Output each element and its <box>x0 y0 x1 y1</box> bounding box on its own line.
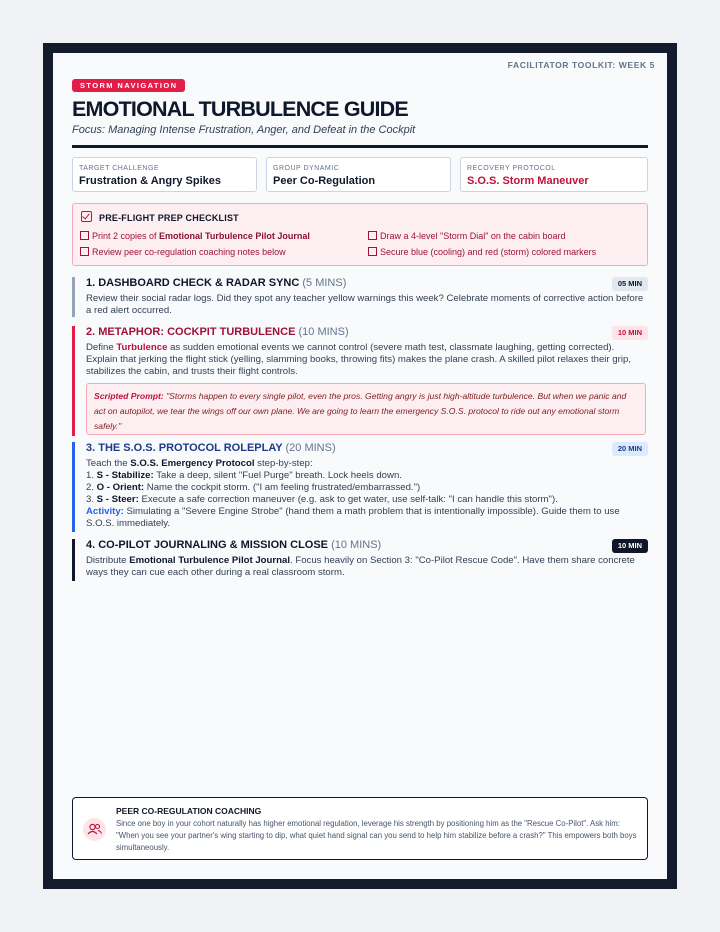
coaching-text: Since one boy in your cohort naturally has higher emotional regulation, leverage his strength by positioning him as the "Rescue Co-Pilot". Ask him: "When you see your partner's wing starting to dip, what quiet hand signal can you send to help him stabilize before a crash?" This empowers both boys simultaneously. <box>116 819 637 852</box>
duration-badge: 10 MIN <box>612 326 648 340</box>
protocol-intro: Teach the S.O.S. Emergency Protocol step-by-step: <box>86 458 313 469</box>
card-target-challenge <box>72 157 257 192</box>
card-value: Peer Co-Regulation <box>273 175 376 187</box>
protocol-step: 2. O - Orient: Name the cockpit storm. ("I am feeling frustrated/embarrassed.") <box>86 482 421 494</box>
users-icon <box>83 818 106 841</box>
section-accent-bar <box>72 277 75 317</box>
page-title: EMOTIONAL TURBULENCE GUIDE <box>72 97 408 121</box>
title-rule <box>72 145 648 148</box>
section-body: Define Turbulence as sudden emotional events we cannot control (severe math test, classmate laughing, getting corrected). Explain that jerking the flight stick (yelling, slamming books, throwing fits) makes the plane crash. A skilled pilot relaxes their grip, stabilizes the cabin, and trusts their flight controls. <box>86 342 631 378</box>
protocol-step: 1. S - Stabilize: Take a deep, silent "Fuel Purge" breath. Lock heels down. <box>86 470 402 482</box>
scripted-prompt: Scripted Prompt: "Storms happen to every single pilot, even the pros. Getting angry is just high-altitude turbulence. But when we panic and act on autopilot, we tear the wings off our own plane. We are going to learn the emergency S.O.S. protocol to ride out any emotional storm safely." <box>86 383 646 435</box>
card-recovery-protocol <box>460 157 648 192</box>
document-page <box>53 53 667 879</box>
section-heading: 3. THE S.O.S. PROTOCOL ROLEPLAY (20 MINS) <box>86 442 336 454</box>
card-value: S.O.S. Storm Maneuver <box>467 175 589 187</box>
empty-checkbox-icon <box>368 231 377 240</box>
section-sos-roleplay <box>72 442 648 532</box>
checkbox-icon <box>81 211 92 222</box>
prep-checklist <box>72 203 648 266</box>
section-body: Distribute Emotional Turbulence Pilot Journal. Focus heavily on Section 3: "Co-Pilot Rescue Code". Have them share concrete ways they can cue each other during a real classroom storm. <box>86 555 635 579</box>
section-dashboard-check <box>72 277 648 317</box>
section-body <box>86 458 644 531</box>
duration-badge: 05 MIN <box>612 277 648 291</box>
empty-checkbox-icon <box>368 247 377 256</box>
empty-checkbox-icon <box>80 231 89 240</box>
empty-checkbox-icon <box>80 247 89 256</box>
card-label: GROUP DYNAMIC <box>273 165 340 172</box>
checklist-item: Print 2 copies of Emotional Turbulence Pilot Journal <box>80 231 310 241</box>
section-metaphor <box>72 326 648 436</box>
page-subtitle: Focus: Managing Intense Frustration, Anger, and Defeat in the Cockpit <box>72 124 416 136</box>
section-accent-bar <box>72 539 75 581</box>
section-heading: 1. DASHBOARD CHECK & RADAR SYNC (5 MINS) <box>86 277 347 289</box>
activity-line: Activity: Simulating a "Severe Engine Strobe" (hand them a math problem that is intentionally impossible). Guide them to use S.O.S. immediately. <box>86 506 620 530</box>
coaching-callout <box>72 797 648 860</box>
checklist-item: Secure blue (cooling) and red (storm) colored markers <box>368 247 596 257</box>
toolkit-kicker: FACILITATOR TOOLKIT: WEEK 5 <box>507 60 655 70</box>
checklist-item: Draw a 4-level "Storm Dial" on the cabin board <box>368 231 565 241</box>
duration-badge: 10 MIN <box>612 539 648 553</box>
checklist-item: Review peer co-regulation coaching notes below <box>80 247 286 257</box>
card-value: Frustration & Angry Spikes <box>79 175 222 187</box>
section-heading: 2. METAPHOR: COCKPIT TURBULENCE (10 MINS) <box>86 326 349 338</box>
duration-badge: 20 MIN <box>612 442 648 456</box>
card-label: TARGET CHALLENGE <box>79 165 160 172</box>
protocol-step: 3. S - Steer: Execute a safe correction maneuver (e.g. ask to get water, use self-talk: "I can handle this storm"). <box>86 494 558 506</box>
checklist-heading: PRE-FLIGHT PREP CHECKLIST <box>99 213 239 223</box>
card-label: RECOVERY PROTOCOL <box>467 165 556 172</box>
category-pill: STORM NAVIGATION <box>72 79 185 92</box>
section-heading: 4. CO-PILOT JOURNALING & MISSION CLOSE (10 MINS) <box>86 539 382 551</box>
section-accent-bar <box>72 326 75 436</box>
card-group-dynamic <box>266 157 451 192</box>
section-journaling <box>72 539 648 581</box>
section-accent-bar <box>72 442 75 532</box>
coaching-heading: PEER CO-REGULATION COACHING <box>116 806 262 816</box>
section-body: Review their social radar logs. Did they spot any teacher yellow warnings this week? Celebrate moments of corrective action before a red alert occurred. <box>86 293 644 317</box>
